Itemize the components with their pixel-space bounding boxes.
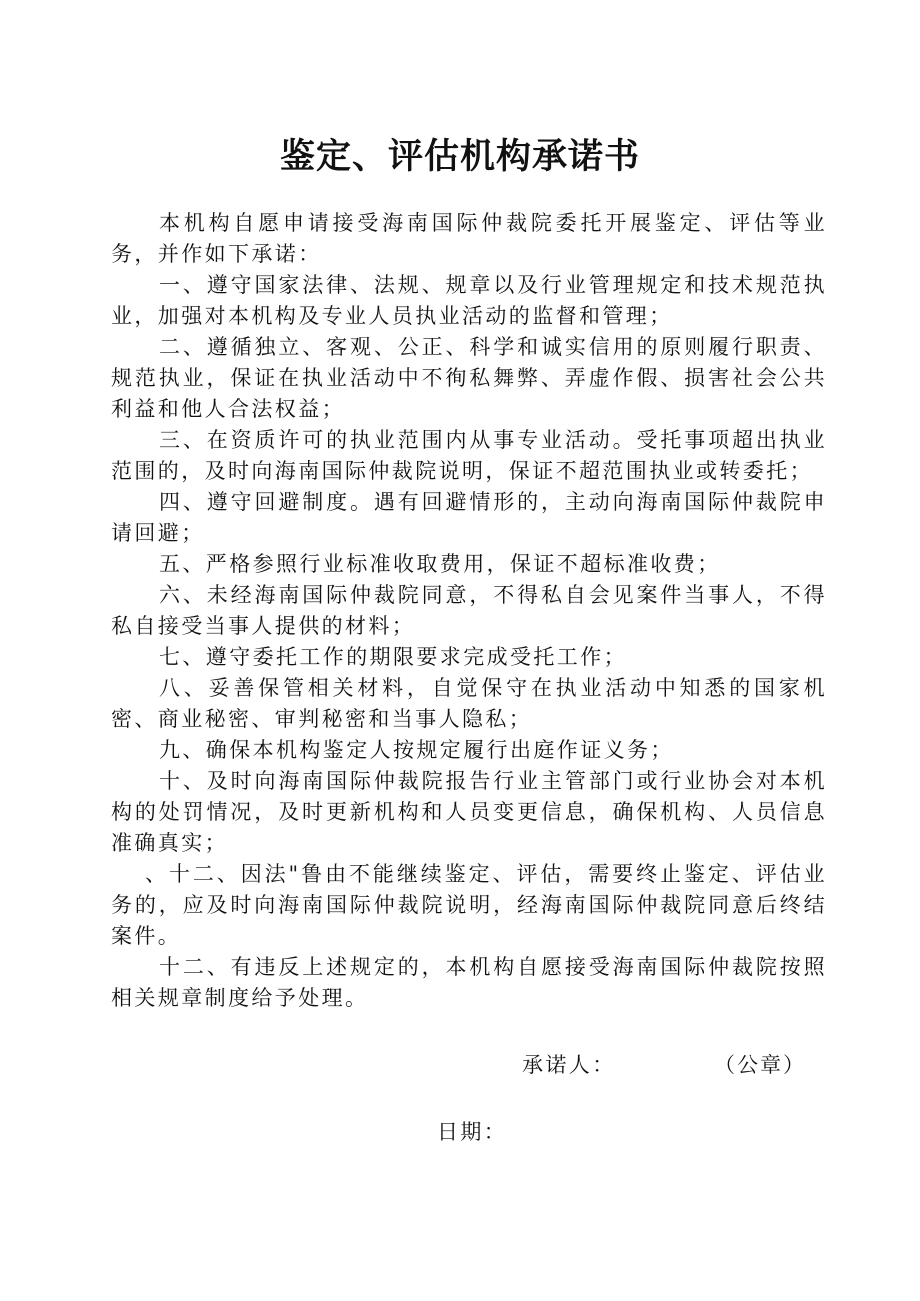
clause-10: 十、及时向海南国际仲裁院报告行业主管部门或行业协会对本机构的处罚情况，及时更新机构和人员变更信息，确保机构、人员信息准确真实； [111,769,827,855]
clause-12b: 十二、有违反上述规定的，本机构自愿接受海南国际仲裁院按照相关规章制度给予处理。 [111,955,827,1010]
document-body [111,208,827,1014]
signature-row [0,1050,920,1084]
clause-8: 八、妥善保管相关材料，自觉保守在执业活动中知悉的国家机密、商业秘密、审判秘密和当事人隐私； [111,676,827,731]
clause-2: 二、遵循独立、客观、公正、科学和诚实信用的原则履行职责、规范执业，保证在执业活动中不徇私舞弊、弄虚作假、损害社会公共利益和他人合法权益； [111,335,827,421]
clause-3: 三、在资质许可的执业范围内从事专业活动。受托事项超出执业范围的，及时向海南国际仲裁院说明，保证不超范围执业或转委托； [111,428,827,483]
clause-7: 七、遵守委托工作的期限要求完成受托工作； [159,645,627,669]
signer-label: 承诺人： [522,1053,616,1077]
clause-1: 一、遵守国家法律、法规、规章以及行业管理规定和技术规范执业，加强对本机构及专业人员执业活动的监督和管理； [111,273,827,328]
clause-6: 六、未经海南国际仲裁院同意，不得私自会见案件当事人，不得私自接受当事人提供的材料； [111,583,827,638]
seal-label: （公章） [714,1053,806,1077]
clause-9: 九、确保本机构鉴定人按规定履行出庭作证义务； [159,738,674,762]
document-title: 鉴定、评估机构承诺书 [279,136,640,177]
clause-5: 五、严格参照行业标准收取费用，保证不超标准收费； [159,552,721,576]
clause-12a: 、十二、因法"鲁由不能继续鉴定、评估，需要终止鉴定、评估业务的，应及时向海南国际仲裁院说明，经海南国际仲裁院同意后终结案件。 [111,862,827,948]
clause-4: 四、遵守回避制度。遇有回避情形的，主动向海南国际仲裁院申请回避； [111,490,827,545]
date-label: 日期： [437,1120,508,1144]
intro-paragraph: 本机构自愿申请接受海南国际仲裁院委托开展鉴定、评估等业务，并作如下承诺： [111,211,827,266]
